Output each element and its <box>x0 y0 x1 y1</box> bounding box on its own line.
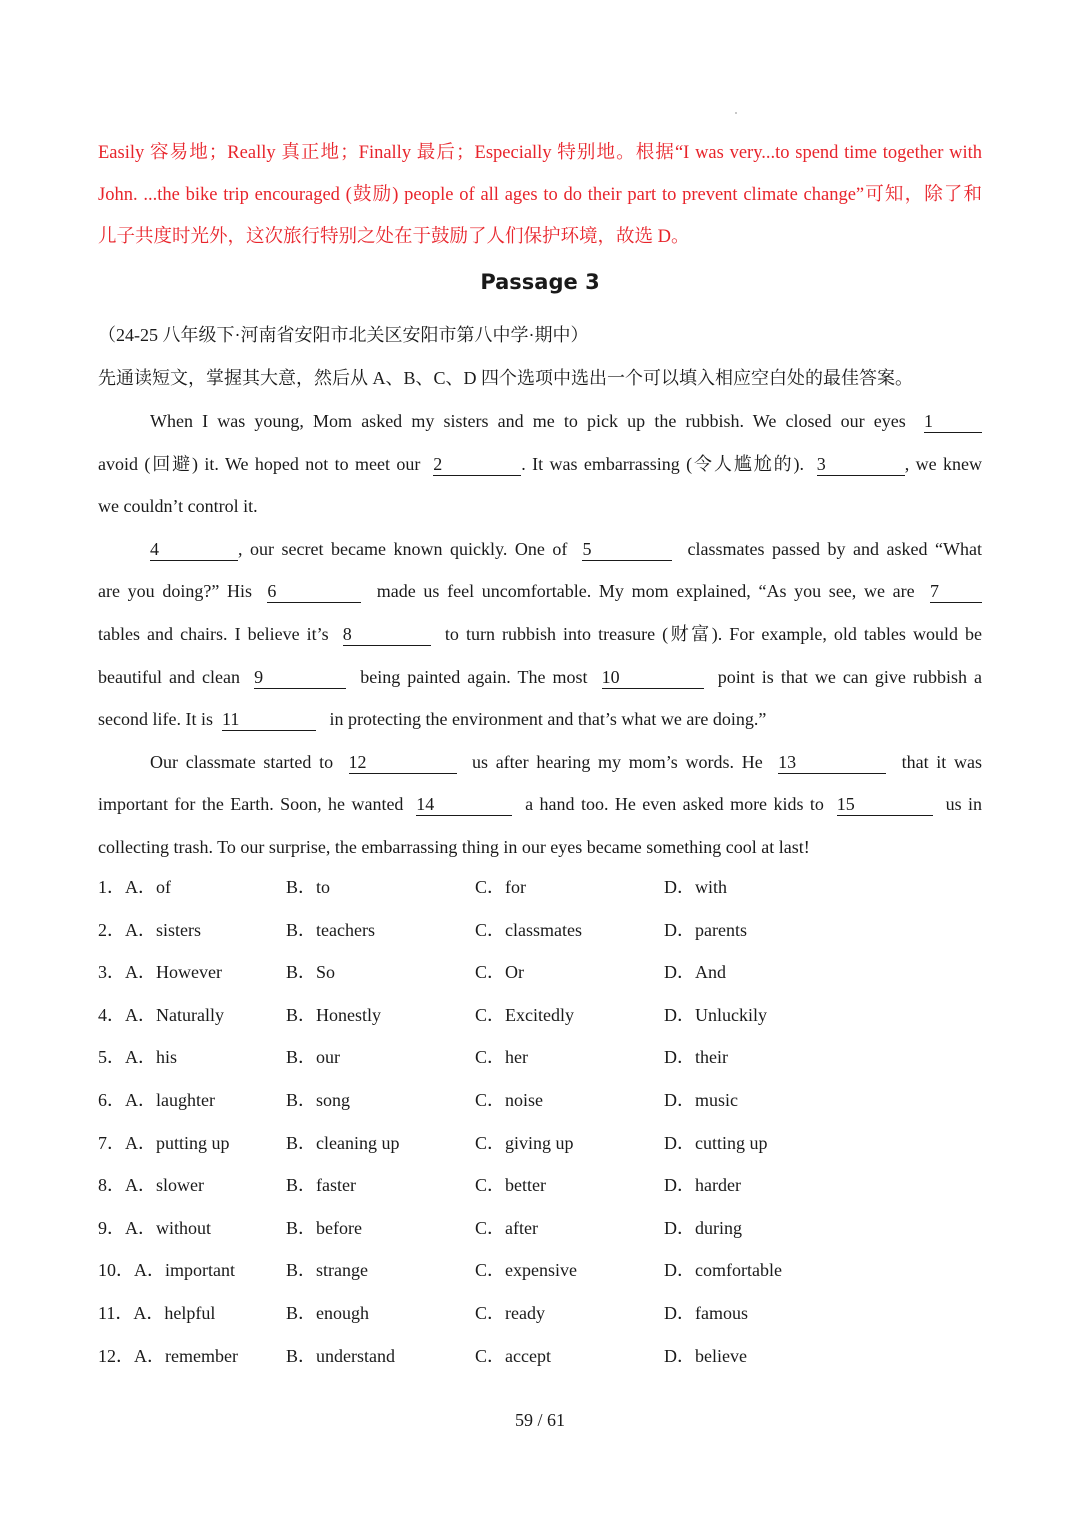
option-c: C．ready <box>475 1302 545 1323</box>
question-number: 8．A． <box>98 1175 156 1196</box>
passage-text: classmates passed by and asked “What <box>687 538 983 559</box>
blank-2: 2 <box>433 454 521 476</box>
passage-text: point is that we can give rubbish a <box>717 666 982 687</box>
blank-10: 10 <box>602 667 704 689</box>
question-number: 11．A． <box>98 1302 165 1323</box>
option-b: B．our <box>286 1047 340 1068</box>
option-c: C．her <box>475 1047 528 1068</box>
option-d: D．And <box>664 962 726 983</box>
option-a-text: without <box>156 1217 212 1238</box>
page-number: 59 / 61 <box>514 1410 565 1430</box>
option-a-text: laughter <box>156 1089 215 1110</box>
option-d: D．Unluckily <box>664 1004 767 1025</box>
option-c: C．noise <box>475 1089 544 1110</box>
option-b: B．Honestly <box>286 1004 382 1025</box>
option-b: B．cleaning up <box>286 1132 400 1153</box>
question-row <box>98 1249 982 1292</box>
question-number: 1．A． <box>98 877 156 897</box>
question-number: 2．A． <box>98 919 156 940</box>
question-row <box>98 994 982 1037</box>
passage-text: to turn rubbish into treasure (财富). For example, old tables would be <box>444 623 983 644</box>
blank-5: 5 <box>582 539 672 561</box>
question-row <box>98 866 982 909</box>
option-a <box>98 1292 215 1335</box>
passage-text: collecting trash. To our surprise, the embarrassing thing in our eyes became something cool at last! <box>98 836 810 857</box>
question-row <box>98 1292 982 1335</box>
question-number: 4．A． <box>98 1004 156 1025</box>
scan-dot <box>735 112 737 114</box>
question-number: 7．A． <box>98 1132 156 1153</box>
blank-13: 13 <box>778 752 886 774</box>
option-a <box>98 1122 230 1165</box>
passage-text: us after hearing my mom’s words. He <box>471 751 763 772</box>
option-b: B．faster <box>286 1175 356 1196</box>
option-a <box>98 1079 215 1122</box>
passage-line <box>98 783 982 826</box>
passage-text: us in <box>945 794 983 815</box>
passage-text: tables and chairs. I believe it’s <box>98 623 329 644</box>
question-number: 12．A． <box>98 1345 165 1366</box>
question-row <box>98 1079 982 1122</box>
option-c: C．Excitedly <box>475 1004 574 1025</box>
passage-source: （24-25 八年级下·河南省安阳市北关区安阳市第八中学·期中） <box>98 325 589 345</box>
passage-text: we couldn’t control it. <box>98 496 258 517</box>
option-b: B．So <box>286 962 336 983</box>
option-c: C．Or <box>475 962 524 983</box>
option-b: B．to <box>286 877 331 897</box>
blank-3: 3 <box>817 454 905 476</box>
option-a <box>98 951 222 994</box>
option-d: D．with <box>664 877 727 897</box>
option-a-text: his <box>156 1047 178 1068</box>
blank-4: 4 <box>150 539 238 561</box>
option-a-text: Naturally <box>156 1004 224 1025</box>
question-row <box>98 951 982 994</box>
option-c: C．better <box>475 1175 546 1196</box>
option-d: D．believe <box>664 1345 747 1366</box>
option-d: D．parents <box>664 919 747 940</box>
option-b: B．understand <box>286 1345 395 1366</box>
passage-text: made us feel uncomfortable. My mom explained, “As you see, we are <box>376 581 915 602</box>
option-b: B．song <box>286 1089 351 1110</box>
option-a <box>98 909 201 952</box>
passage-text: beautiful and clean <box>98 666 241 687</box>
blank-6: 6 <box>267 581 361 603</box>
passage-line <box>98 826 982 869</box>
option-c: C．after <box>475 1217 538 1238</box>
passage-text: . It was embarrassing (令人尴尬的). <box>521 453 804 474</box>
blank-8: 8 <box>343 624 431 646</box>
option-a <box>98 994 224 1037</box>
option-d: D．during <box>664 1217 742 1238</box>
option-c: C．expensive <box>475 1260 577 1281</box>
question-row <box>98 1164 982 1207</box>
passage-line <box>98 485 982 528</box>
option-d: D．music <box>664 1089 738 1110</box>
passage-text: being painted again. The most <box>360 666 588 687</box>
blank-12: 12 <box>349 752 457 774</box>
option-a <box>98 1207 211 1250</box>
option-d: D．cutting up <box>664 1132 768 1153</box>
option-a-text: of <box>156 877 171 897</box>
options-list <box>98 866 982 1377</box>
option-a-text: remember <box>165 1345 238 1366</box>
passage-line <box>98 741 982 784</box>
option-a <box>98 1164 204 1207</box>
blank-1: 1 <box>924 411 982 433</box>
passage-text: avoid (回避) it. We hoped not to meet our <box>98 453 421 474</box>
passage-line <box>98 656 982 699</box>
option-d: D．famous <box>664 1302 748 1323</box>
explanation-line: John. ...the bike trip encouraged (鼓励) people of all ages to do their part to prevent climate change”可知，除了和 <box>98 185 982 205</box>
passage-line <box>98 698 982 741</box>
question-row <box>98 909 982 952</box>
blank-15: 15 <box>837 794 933 816</box>
question-number: 3．A． <box>98 962 156 983</box>
blank-9: 9 <box>254 667 346 689</box>
passage-line <box>98 443 982 486</box>
passage-body <box>98 400 982 869</box>
instruction-text: 先通读短文，掌握其大意，然后从 A、B、C、D 四个选项中选出一个可以填入相应空白处的最佳答案。 <box>98 368 914 388</box>
option-a-text: putting up <box>156 1132 230 1153</box>
option-b: B．before <box>286 1217 362 1238</box>
option-b: B．teachers <box>286 919 375 940</box>
option-c: C．giving up <box>475 1132 574 1153</box>
passage-text: important for the Earth. Soon, he wanted <box>98 794 404 815</box>
passage-title: Passage 3 <box>480 270 600 294</box>
passage-text: are you doing?” His <box>98 581 253 602</box>
option-a <box>98 1249 235 1292</box>
passage-line <box>98 570 982 613</box>
passage-line <box>98 400 982 443</box>
option-a <box>98 866 171 909</box>
passage-text: second life. It is <box>98 709 213 730</box>
question-row <box>98 1207 982 1250</box>
passage-text: in protecting the environment and that’s what we are doing.” <box>329 709 767 730</box>
question-row <box>98 1335 982 1378</box>
question-number: 5．A． <box>98 1047 156 1068</box>
option-d: D．their <box>664 1047 728 1068</box>
blank-7: 7 <box>930 581 982 603</box>
explanation-line: 儿子共度时光外，这次旅行特别之处在于鼓励了人们保护环境，故选 D。 <box>98 227 690 247</box>
option-b: B．enough <box>286 1302 369 1323</box>
option-d: D．harder <box>664 1175 741 1196</box>
question-number: 10．A． <box>98 1260 165 1281</box>
question-row <box>98 1122 982 1165</box>
explanation-line: Easily 容易地；Really 真正地；Finally 最后；Especially 特别地。根据“I was very...to spend time together with <box>98 143 982 163</box>
option-c: C．for <box>475 877 526 897</box>
passage-text: When I was young, Mom asked my sisters and me to pick up the rubbish. We closed our eyes <box>150 411 906 431</box>
option-c: C．accept <box>475 1345 551 1366</box>
question-number: 9．A． <box>98 1217 156 1238</box>
option-a <box>98 1036 177 1079</box>
answer-explanation <box>98 132 982 258</box>
option-a-text: important <box>165 1260 235 1281</box>
question-number: 6．A． <box>98 1089 156 1110</box>
option-a-text: However <box>156 962 222 983</box>
option-a-text: slower <box>156 1175 204 1196</box>
passage-line <box>98 613 982 656</box>
option-b: B．strange <box>286 1260 368 1281</box>
passage-text: , our secret became known quickly. One of <box>238 538 568 559</box>
option-a-text: helpful <box>164 1302 216 1323</box>
option-a-text: sisters <box>156 919 201 940</box>
passage-text: , we knew <box>904 453 983 474</box>
option-a <box>98 1335 238 1378</box>
blank-14: 14 <box>416 794 512 816</box>
passage-text: Our classmate started to <box>150 751 334 772</box>
passage-text: that it was <box>901 751 982 772</box>
passage-line <box>98 528 982 571</box>
blank-11: 11 <box>222 709 316 731</box>
passage-text: a hand too. He even asked more kids to <box>525 794 824 815</box>
option-d: D．comfortable <box>664 1260 782 1281</box>
option-c: C．classmates <box>475 919 582 940</box>
question-row <box>98 1036 982 1079</box>
